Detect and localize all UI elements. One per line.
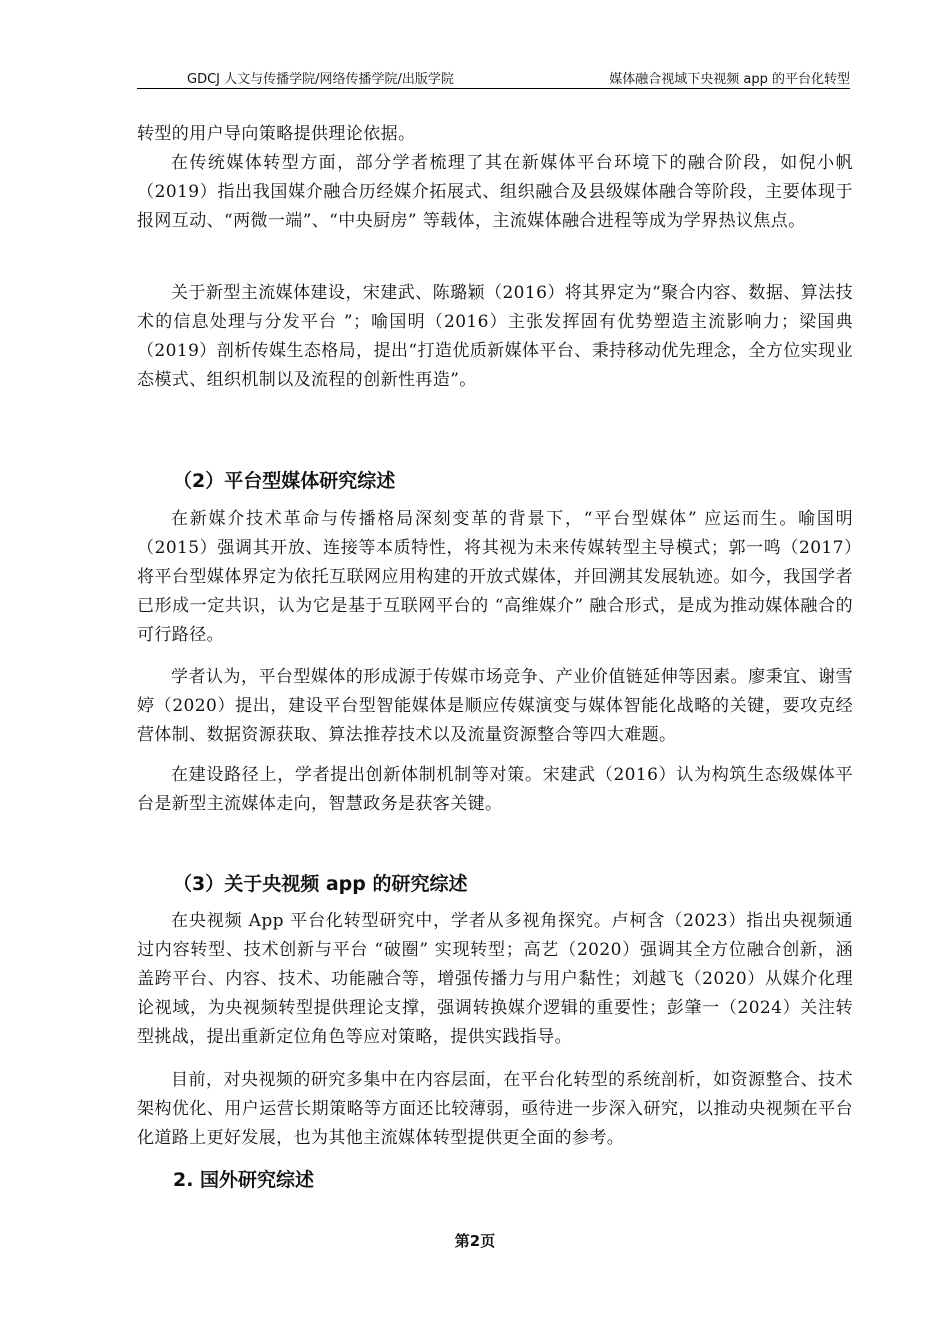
paragraph-construction-path: 在建设路径上，学者提出创新体制机制等对策。宋建武（2016）认为构筑生态级媒体平台是新型主流媒体走向，智慧政务是获客关键。 (137, 765, 853, 814)
header-left-text: GDCJ 人文与传播学院/网络传播学院/出版学院 (187, 72, 454, 87)
paragraph-mainstream-media: 关于新型主流媒体建设，宋建武、陈璐颖（2016）将其界定为“聚合内容、数据、算法技术的信息处理与分发平台 ”；喻国明（2016）主张发挥固有优势塑造主流影响力；梁国典（2019）剖析传媒生态格局，提出“打造优质新媒体平台、秉持移动优先理念，全方位实现业态模式、组织机制以及流程的创新性再造”。 (137, 283, 853, 390)
header-right-title: 媒体融合视域下央视频 app 的平台化转型 (609, 72, 850, 87)
paragraph-current-research: 目前，对央视频的研究多集中在内容层面，在平台化转型的系统剖析，如资源整合、技术架构优化、用户运营长期策略等方面还比较薄弱，亟待进一步深入研究，以推动央视频在平台化道路上更好发展，也为其他主流媒体转型提供更全面的参考。 (137, 1070, 853, 1148)
paragraph-continued: 转型的用户导向策略提供理论依据。 (137, 124, 416, 144)
section-heading-platform-media: （2）平台型媒体研究综述 (173, 470, 396, 492)
page-number: 第2页 (454, 1232, 496, 1250)
paragraph-cctv-app-research: 在央视频 App 平台化转型研究中，学者从多视角探究。卢柯含（2023）指出央视频通过内容转型、技术创新与平台 “破圈” 实现转型；高艺（2020）强调其全方位融合创新，涵盖跨平台、内容、技术、功能融合等，增强传播力与用户黏性；刘越飞（2020）从媒介化理论视域，为央视频转型提供理论支撑，强调转换媒介逻辑的重要性；彭肇一（2024）关注转型挑战，提出重新定位角色等应对策略，提供实践指导。 (137, 911, 853, 1047)
section-heading-cctv-app: （3）关于央视频 app 的研究综述 (173, 873, 468, 895)
section-heading-foreign-research: 2. 国外研究综述 (173, 1169, 315, 1191)
paragraph-traditional-media: 在传统媒体转型方面，部分学者梳理了其在新媒体平台环境下的融合阶段，如倪小帆（2019）指出我国媒介融合历经媒介拓展式、组织融合及县级媒体融合等阶段，主要体现于报网互动、“两微一端”、“中央厨房” 等载体，主流媒体融合进程等成为学界热议焦点。 (137, 153, 853, 231)
paragraph-platform-media-causes: 学者认为，平台型媒体的形成源于传媒市场竞争、产业价值链延伸等因素。廖秉宜、谢雪婷（2020）提出，建设平台型智能媒体是顺应传媒演变与媒体智能化战略的关键，要攻克经营体制、数据资源获取、算法推荐技术以及流量资源整合等四大难题。 (137, 667, 853, 745)
page-header (137, 66, 850, 89)
paragraph-platform-media-intro: 在新媒介技术革命与传播格局深刻变革的背景下，“平台型媒体” 应运而生。喻国明（2015）强调其开放、连接等本质特性，将其视为未来传媒转型主导模式；郭一鸣（2017）将平台型媒体界定为依托互联网应用构建的开放式媒体，并回溯其发展轨迹。如今，我国学者已形成一定共识，认为它是基于互联网平台的 “高维媒介” 融合形式，是成为推动媒体融合的可行路径。 (137, 509, 853, 645)
